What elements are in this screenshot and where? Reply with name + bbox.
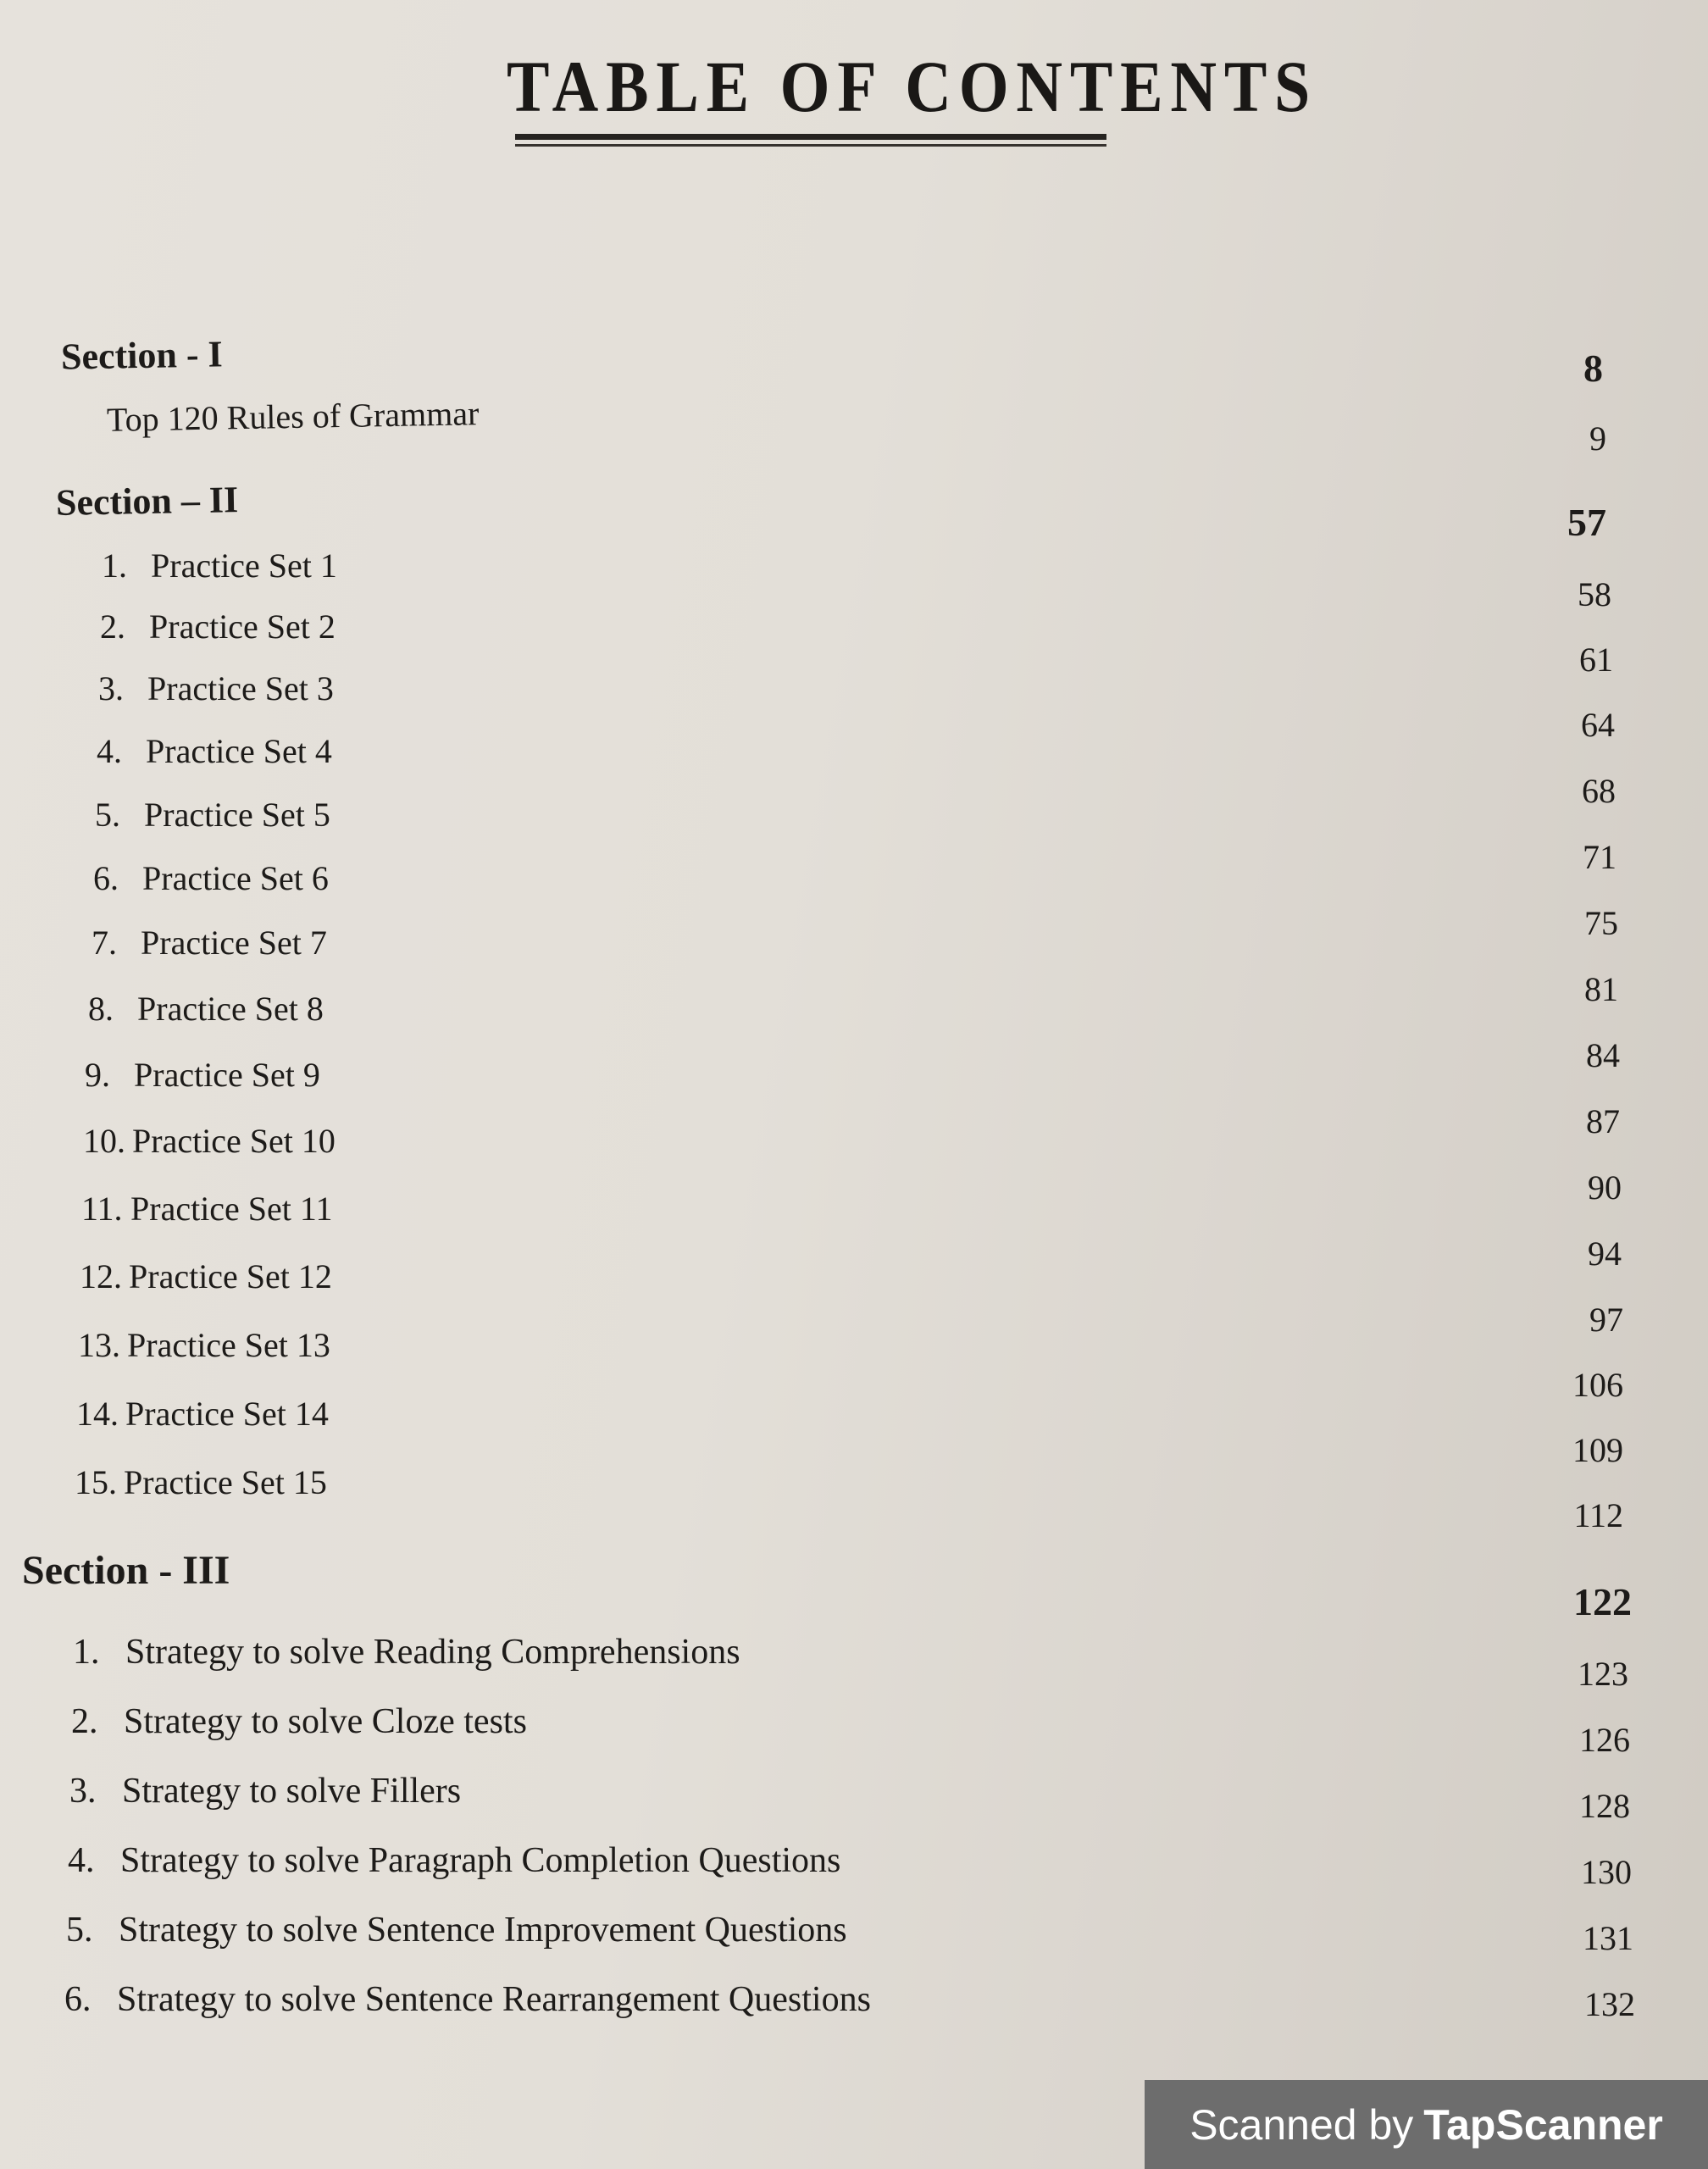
toc-entry-page: 61: [1579, 641, 1613, 679]
watermark-prefix: Scanned by: [1190, 2100, 1414, 2149]
toc-entry-page: 64: [1581, 706, 1615, 744]
toc-entry: [64, 1979, 871, 2020]
toc-entry: [71, 1701, 527, 1742]
toc-entry-number: 14.: [76, 1395, 119, 1433]
toc-entry-page: 90: [1588, 1168, 1622, 1207]
toc-entry-number: 15.: [75, 1463, 117, 1501]
toc-entry-label: Strategy to solve Sentence Improvement Questions: [119, 1911, 847, 1950]
toc-entry-label: Practice Set 7: [141, 924, 327, 962]
toc-entry-number: 12.: [80, 1257, 122, 1295]
toc-entry-page: 75: [1584, 904, 1618, 942]
toc-entry: [107, 393, 480, 440]
toc-entry-label: Top 120 Rules of Grammar: [106, 394, 480, 439]
section-page-number: 122: [1573, 1580, 1632, 1623]
toc-entry-label: Practice Set 9: [134, 1056, 320, 1094]
toc-entry-number: 11.: [81, 1190, 123, 1228]
page-title: TABLE OF CONTENTS: [507, 46, 1318, 127]
toc-entry-number: 9.: [85, 1056, 110, 1094]
toc-entry-number: 3.: [98, 669, 124, 707]
toc-entry-page: 130: [1581, 1853, 1632, 1891]
section-page-number: 8: [1583, 347, 1603, 390]
section-heading: Section - I: [60, 333, 224, 378]
toc-entry-number: 2.: [71, 1702, 98, 1741]
toc-entry-number: 10.: [83, 1122, 125, 1160]
title-underline-thin: [515, 144, 1106, 147]
title-underline: [515, 134, 1106, 140]
toc-entry: [102, 546, 337, 585]
toc-entry-page: 68: [1582, 772, 1616, 810]
toc-entry-label: Practice Set 15: [124, 1463, 327, 1501]
toc-entry-page: 109: [1572, 1431, 1623, 1469]
toc-entry-label: Practice Set 10: [132, 1122, 336, 1160]
toc-entry-page: 71: [1583, 838, 1616, 876]
toc-entry: [85, 1055, 320, 1095]
toc-entry: [78, 1325, 330, 1365]
toc-entry-number: 5.: [66, 1911, 93, 1950]
toc-entry: [76, 1394, 329, 1434]
toc-entry-page: 97: [1589, 1301, 1623, 1339]
toc-entry-label: Practice Set 11: [130, 1190, 333, 1228]
toc-entry-number: 1.: [73, 1633, 100, 1672]
toc-entry: [95, 795, 330, 835]
toc-entry-number: 13.: [78, 1326, 120, 1364]
toc-entry-page: 94: [1588, 1234, 1622, 1273]
toc-entry-page: 106: [1572, 1366, 1623, 1404]
toc-entry: [75, 1462, 327, 1502]
toc-entry: [93, 858, 329, 898]
toc-entry-label: Practice Set 4: [146, 732, 332, 770]
toc-entry-label: Strategy to solve Sentence Rearrangement Questions: [117, 1980, 871, 2019]
toc-entry: [83, 1121, 336, 1161]
toc-entry-label: Practice Set 8: [137, 990, 324, 1028]
toc-entry-label: Strategy to solve Paragraph Completion Questions: [120, 1841, 841, 1880]
toc-entry-page: 58: [1578, 575, 1611, 613]
watermark-brand: TapScanner: [1423, 2100, 1663, 2149]
toc-entry: [73, 1632, 740, 1673]
toc-entry-number: 4.: [97, 732, 122, 770]
toc-entry: [97, 731, 332, 771]
toc-entry-page: 112: [1573, 1496, 1623, 1534]
toc-entry-number: 4.: [68, 1841, 95, 1880]
toc-entry: [66, 1910, 847, 1950]
toc-entry-page: 87: [1586, 1102, 1620, 1140]
toc-entry: [68, 1840, 840, 1881]
toc-entry-label: Practice Set 6: [142, 859, 329, 897]
toc-entry-label: Strategy to solve Fillers: [122, 1772, 462, 1811]
toc-entry-number: 7.: [92, 924, 117, 962]
toc-entry-number: 6.: [93, 859, 119, 897]
toc-entry-label: Practice Set 1: [151, 546, 337, 585]
toc-entry-number: 5.: [95, 796, 120, 834]
toc-entry-page: 81: [1584, 970, 1618, 1008]
toc-entry: [98, 668, 334, 708]
toc-entry-label: Practice Set 2: [149, 607, 336, 646]
toc-entry-label: Strategy to solve Reading Comprehensions: [125, 1633, 740, 1672]
toc-entry-page: 9: [1589, 419, 1606, 458]
toc-entry-page: 128: [1579, 1787, 1630, 1825]
toc-entry-page: 126: [1579, 1721, 1630, 1759]
toc-entry: [88, 989, 324, 1029]
toc-entry: [100, 607, 336, 646]
scanner-watermark: [1145, 2080, 1708, 2169]
toc-entry-label: Practice Set 13: [127, 1326, 330, 1364]
toc-entry-label: Practice Set 3: [147, 669, 334, 707]
section-heading: Section - III: [22, 1548, 230, 1593]
toc-entry-number: 6.: [64, 1980, 92, 2019]
toc-entry-page: 132: [1584, 1985, 1635, 2023]
toc-entry: [69, 1771, 461, 1811]
toc-entry-label: Practice Set 14: [125, 1395, 329, 1433]
section-heading: Section – II: [55, 479, 239, 524]
toc-entry-label: Practice Set 12: [129, 1257, 332, 1295]
toc-entry-page: 131: [1583, 1919, 1633, 1957]
section-page-number: 57: [1567, 501, 1606, 544]
toc-entry-page: 84: [1586, 1036, 1620, 1074]
toc-entry: [80, 1256, 332, 1296]
toc-entry-number: 1.: [102, 546, 127, 585]
toc-entry: [92, 923, 327, 962]
toc-entry-number: 3.: [69, 1772, 97, 1811]
toc-entry: [81, 1189, 332, 1229]
toc-entry-label: Practice Set 5: [144, 796, 330, 834]
toc-entry-label: Strategy to solve Cloze tests: [124, 1702, 527, 1741]
toc-entry-page: 123: [1578, 1655, 1628, 1693]
toc-entry-number: 2.: [100, 607, 125, 646]
toc-entry-number: 8.: [88, 990, 114, 1028]
